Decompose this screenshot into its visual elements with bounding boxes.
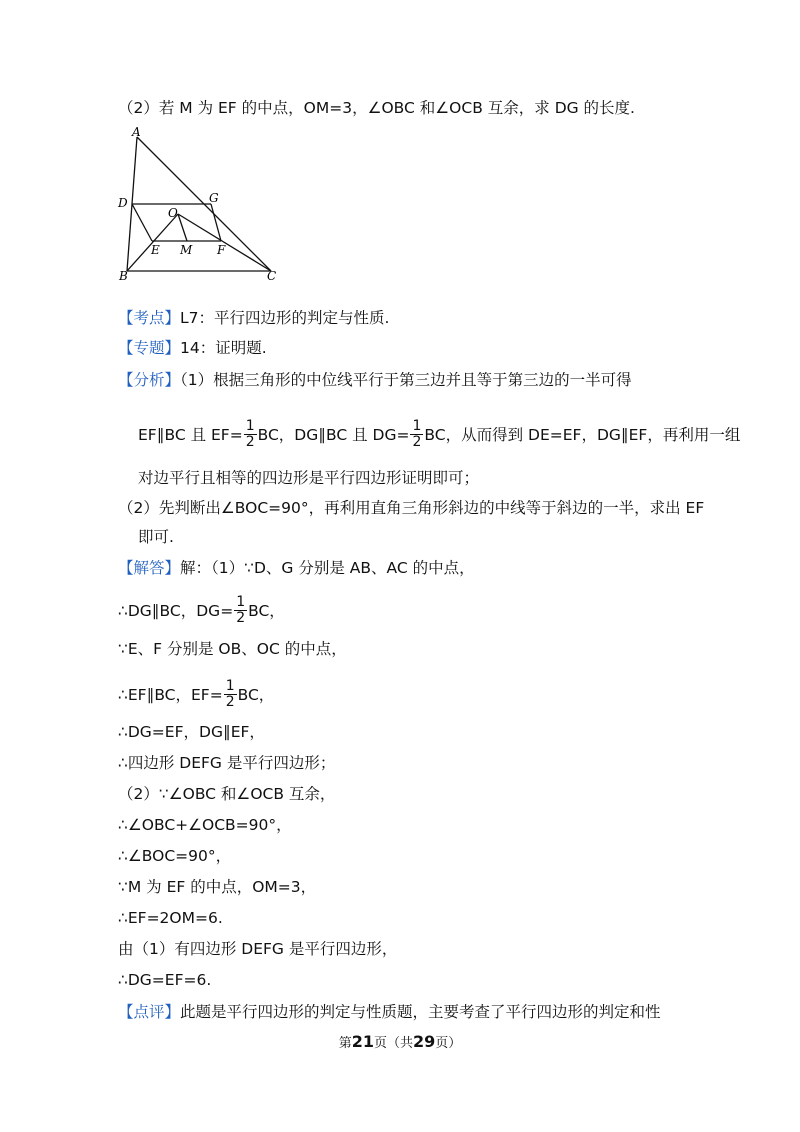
step3-part-a: ∴EF∥BC，EF= xyxy=(118,686,223,704)
label-f: F xyxy=(217,243,226,257)
label-m: M xyxy=(180,243,193,257)
dianping-line xyxy=(118,1000,661,1024)
dianping-tag: 【点评】 xyxy=(118,1003,181,1021)
dianping-text: 此题是平行四边形的判定与性质题，主要考查了平行四边形的判定和性 xyxy=(180,1003,661,1021)
fraction-half: $\frac{1}{2}$ xyxy=(236,594,246,626)
step-8: ∴∠BOC=90°， xyxy=(118,847,232,865)
kaodian-text: L7：平行四边形的判定与性质. xyxy=(180,309,390,327)
step1-part-b: BC， xyxy=(248,602,285,620)
step-2: ∵E、F 分别是 OB、OC 的中点， xyxy=(118,640,347,658)
fenxi-line-2 xyxy=(138,420,740,451)
step-10: ∴EF=2OM=6. xyxy=(118,909,223,927)
jieda-text: 解：（1）∵D、G 分别是 AB、AC 的中点， xyxy=(180,559,475,577)
footer-mid: 页（共 xyxy=(373,1036,413,1051)
fenxi-line-4: （2）先判断出∠BOC=90°，再利用直角三角形斜边的中线等于斜边的一半，求出 EF xyxy=(118,499,705,517)
kaodian-tag: 【考点】 xyxy=(118,309,181,327)
fraction-half: $\frac{1}{2}$ xyxy=(245,418,255,450)
label-g: G xyxy=(209,191,219,205)
geometry-figure xyxy=(115,125,285,285)
fenxi2-part-b: BC，DG∥BC 且 DG= xyxy=(257,426,410,444)
step-3 xyxy=(118,680,274,711)
fenxi2-part-c: BC，从而得到 DE=EF，DG∥EF，再利用一组 xyxy=(424,426,741,444)
step-4: ∴DG=EF，DG∥EF， xyxy=(118,723,265,741)
segment-de xyxy=(132,204,152,241)
label-a: A xyxy=(132,125,141,139)
step-9: ∵M 为 EF 的中点，OM=3， xyxy=(118,878,317,896)
jieda-line xyxy=(118,556,475,580)
fenxi2-part-a: EF∥BC 且 EF= xyxy=(138,426,243,444)
fenxi-text: （1）根据三角形的中位线平行于第三边并且等于第三边的一半可得 xyxy=(180,371,632,389)
question-2: （2）若 M 为 EF 的中点，OM=3，∠OBC 和∠OCB 互余，求 DG 的长度. xyxy=(118,99,635,117)
page-footer xyxy=(0,1032,800,1054)
label-o: O xyxy=(168,206,178,220)
kaodian-line xyxy=(118,306,389,330)
label-c: C xyxy=(267,269,277,283)
zhuanti-text: 14：证明题. xyxy=(180,339,267,357)
step-5: ∴四边形 DEFG 是平行四边形； xyxy=(118,754,336,772)
zhuanti-tag: 【专题】 xyxy=(118,339,181,357)
step-6: （2）∵∠OBC 和∠OCB 互余， xyxy=(118,785,336,803)
fraction-half: $\frac{1}{2}$ xyxy=(225,678,235,710)
label-d: D xyxy=(118,196,128,210)
step-1 xyxy=(118,596,285,627)
label-e: E xyxy=(151,243,160,257)
footer-post: 页） xyxy=(435,1036,462,1051)
zhuanti-line xyxy=(118,336,267,360)
page-number: 21 xyxy=(351,1032,374,1051)
jieda-tag: 【解答】 xyxy=(118,559,181,577)
step3-part-b: BC， xyxy=(237,686,275,704)
step-7: ∴∠OBC+∠OCB=90°， xyxy=(118,816,292,834)
fraction-half: $\frac{1}{2}$ xyxy=(412,418,422,450)
label-b: B xyxy=(119,269,128,283)
fenxi-line-5: 即可. xyxy=(138,528,174,546)
step1-part-a: ∴DG∥BC，DG= xyxy=(118,602,234,620)
footer-pre: 第 xyxy=(338,1036,352,1051)
fenxi-tag: 【分析】 xyxy=(118,371,181,389)
step-12: ∴DG=EF=6. xyxy=(118,971,212,989)
step-11: 由（1）有四边形 DEFG 是平行四边形， xyxy=(118,940,398,958)
page-total: 29 xyxy=(413,1032,436,1051)
fenxi-line xyxy=(118,368,632,392)
fenxi-line-3: 对边平行且相等的四边形是平行四边形证明即可； xyxy=(138,469,480,487)
